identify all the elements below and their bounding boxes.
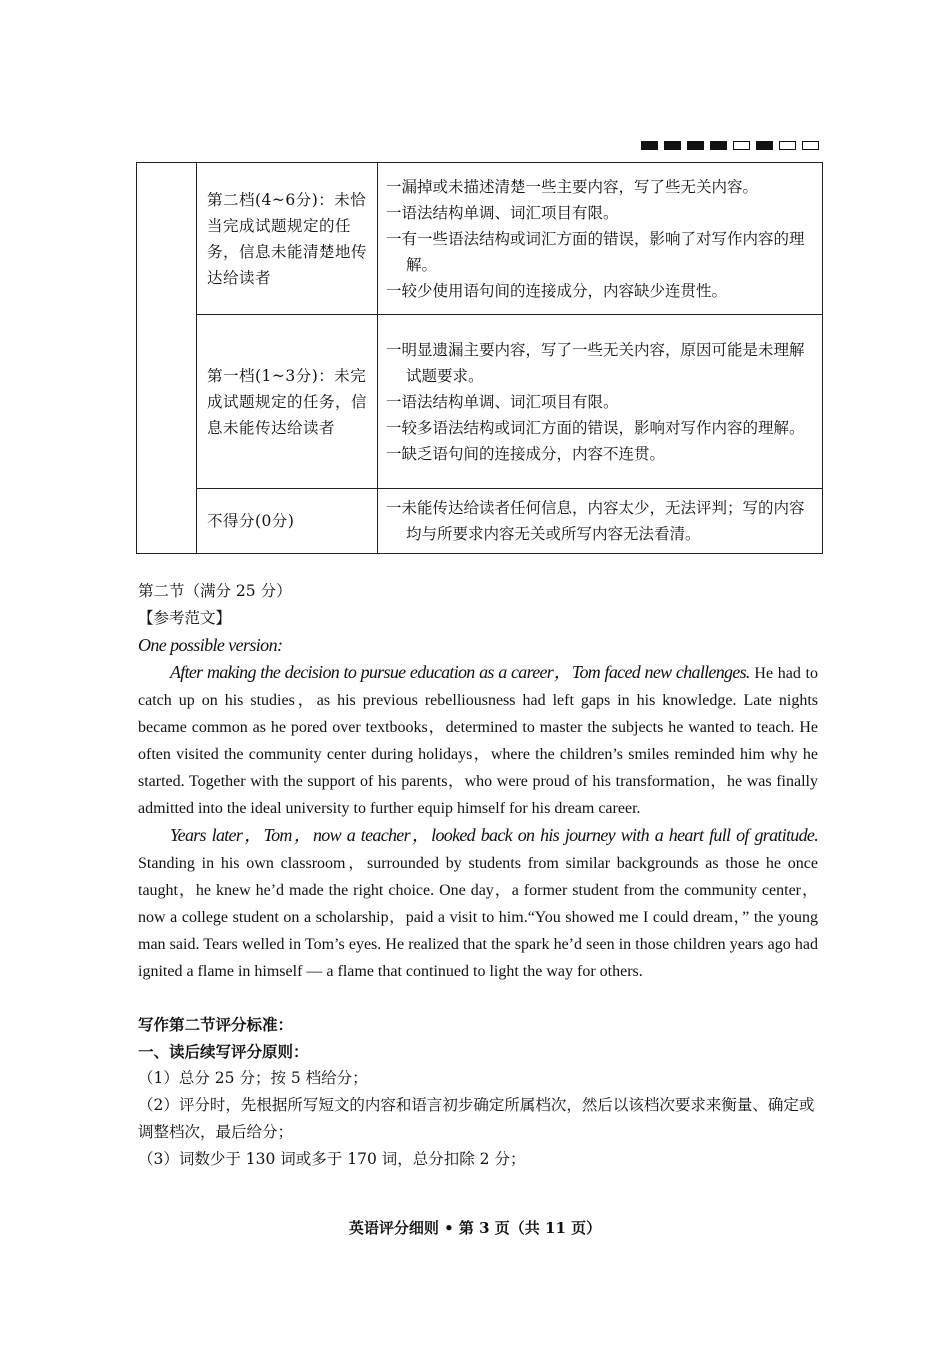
paragraph-starter: Years later，Tom，now a teacher，looked back on his journey with a heart full of gratitude.	[170, 825, 818, 845]
paragraph-starter: After making the decision to pursue education as a career，Tom faced new challenges.	[170, 662, 750, 682]
paragraph-body: He had to catch up on his studies，as his previous rebelliousness had left gaps in his knowledge. Late nights became common as he pored over textbooks，determined to master the subjects he wanted to teach. He often visited the community center during holidays，where the children’s smiles reminded him why he started. Together with the support of his parents，who were proud of his transformation，he was finally admitted into the ideal university to further equip himself for his dream career.	[138, 665, 818, 817]
page-marker-8	[802, 141, 819, 150]
rubric-criteria-cell	[378, 489, 823, 554]
criterion-line: 一明显遗漏主要内容，写了一些无关内容，原因可能是未理解试题要求。	[386, 340, 805, 385]
criterion-line: 一漏掉或未描述清楚一些主要内容，写了些无关内容。	[386, 177, 759, 196]
section-title: 第二节（满分 25 分）	[138, 582, 292, 600]
section-two	[138, 578, 818, 1173]
rubric-level-label: 不得分(0分)	[197, 489, 378, 554]
scoring-rubric-table	[136, 162, 823, 554]
rubric-row-level-2	[137, 163, 823, 315]
page-marker-2	[664, 141, 681, 150]
criterion-line: 一语法结构单调、词汇项目有限。	[386, 392, 619, 411]
version-label: One possible version:	[138, 635, 283, 655]
rubric-level-label: 第二档(4~6分)：未恰当完成试题规定的任务，信息未能清楚地传达给读者	[197, 163, 378, 315]
scoring-criteria	[138, 1011, 818, 1173]
paragraph-body: Standing in his own classroom，surrounded by students from similar backgrounds as those he once taught，he knew he’d made the right choice. One day，a former student from the community center，now a college student on a scholarship，paid a visit to him.“You showed me I could dream，” the young man said. Tears welled in Tom’s eyes. He realized that the spark he’d seen in those children years ago had ignited a flame in himself — a flame that continued to light the way for others.	[138, 855, 819, 980]
page-marker-strip	[641, 141, 819, 150]
rubric-side-cell	[137, 163, 197, 554]
criterion-line: 一缺乏语句间的连接成分，内容不连贯。	[386, 444, 666, 463]
criterion-line: 一有一些语法结构或词汇方面的错误，影响了对写作内容的理解。	[386, 229, 805, 274]
page-marker-5	[733, 141, 750, 150]
criterion-line: 一未能传达给读者任何信息，内容太少，无法评判；写的内容均与所要求内容无关或所写内容无法看清。	[386, 499, 805, 543]
rubric-criteria-cell	[378, 163, 823, 315]
rubric-row-level-0	[137, 489, 823, 554]
criteria-item: （2）评分时，先根据所写短文的内容和语言初步确定所属档次，然后以该档次要求来衡量、确定或调整档次，最后给分；	[138, 1096, 815, 1141]
sample-paragraph-2	[138, 822, 818, 985]
page-footer: 英语评分细则 • 第 3 页（共 11 页）	[348, 1219, 602, 1237]
criteria-item: （1）总分 25 分；按 5 档给分；	[138, 1069, 368, 1087]
criterion-line: 一语法结构单调、词汇项目有限。	[386, 203, 619, 222]
criteria-item: （3）词数少于 130 词或多于 170 词，总分扣除 2 分；	[138, 1150, 526, 1168]
page-marker-1	[641, 141, 658, 150]
sample-label: 【参考范文】	[138, 609, 232, 627]
rubric-criteria-cell	[378, 315, 823, 489]
criterion-line: 一较多语法结构或词汇方面的错误，影响对写作内容的理解。	[386, 418, 805, 437]
criteria-subtitle: 一、读后续写评分原则：	[138, 1042, 309, 1061]
criterion-line: 一较少使用语句间的连接成分，内容缺少连贯性。	[386, 281, 728, 300]
page-marker-4	[710, 141, 727, 150]
page-marker-6	[756, 141, 773, 150]
criteria-title: 写作第二节评分标准：	[138, 1015, 294, 1034]
rubric-row-level-1	[137, 315, 823, 489]
page-marker-3	[687, 141, 704, 150]
sample-paragraph-1	[138, 659, 818, 822]
rubric-level-label: 第一档(1~3分)：未完成试题规定的任务，信息未能传达给读者	[197, 315, 378, 489]
page-marker-7	[779, 141, 796, 150]
